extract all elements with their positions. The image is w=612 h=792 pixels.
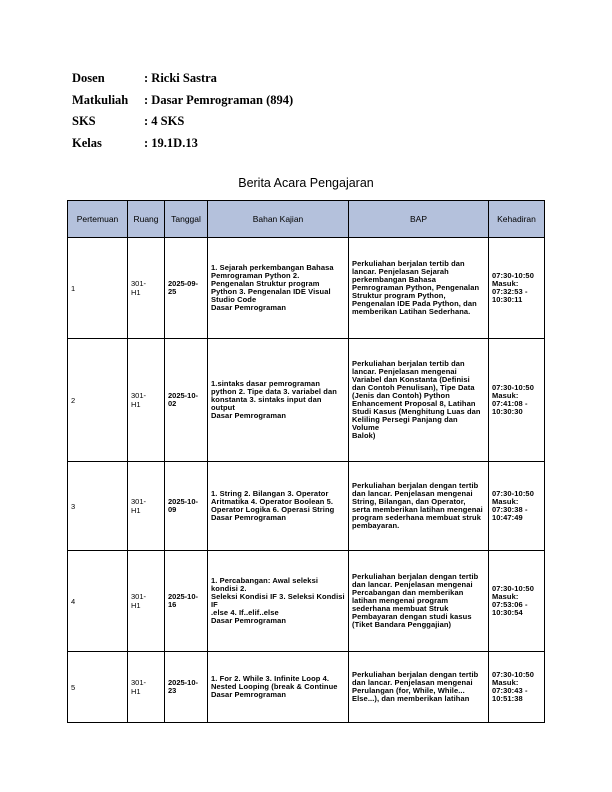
bahan-kajian-value: 1. Sejarah perkembangan Bahasa Pemrograman Python 2. Pengenalan Struktur program Python 3. Pengenalan IDE Visual Studio Code Dasar Pemrograman: [211, 263, 334, 312]
meta-value: : 19.1D.13: [144, 135, 198, 150]
cell-pertemuan: [68, 238, 128, 339]
kehadiran-value: 07:30-10:50 Masuk: 07:32:53 - 10:30:11: [492, 271, 534, 304]
cell-kehadiran: [489, 339, 545, 462]
teaching-record-table: [67, 200, 545, 723]
cell-ruang: [128, 238, 165, 339]
course-info: [72, 68, 293, 154]
ruang-value: 301- H1: [131, 391, 147, 409]
header-ruang: Ruang: [128, 201, 165, 238]
cell-ruang: [128, 551, 165, 652]
meta-row-kelas: [72, 133, 293, 155]
tanggal-value: 2025-09- 25: [168, 279, 199, 296]
cell-kehadiran: [489, 652, 545, 723]
meta-value: : 4 SKS: [144, 114, 185, 129]
ruang-value: 301- H1: [131, 592, 147, 610]
table-row: [68, 238, 545, 339]
cell-pertemuan: [68, 339, 128, 462]
bahan-kajian-value: 1. Percabangan: Awal seleksi kondisi 2. Seleksi Kondisi IF 3. Seleksi Kondisi IF .else 4. If..elif..else Dasar Pemrograman: [211, 576, 345, 625]
header-bap: BAP: [349, 201, 489, 238]
meta-label: Matkuliah: [72, 92, 129, 107]
cell-bap: [349, 551, 489, 652]
header-bahan-kajian: Bahan Kajian: [208, 201, 349, 238]
bap-value: Perkuliahan berjalan tertib dan lancar. Penjelasan Sejarah perkembangan Bahasa Pemrograman Python, Pengenalan Struktur program Python, Pengenalan IDE Pada Python, dan memberikan Latihan Sederhana.: [352, 259, 480, 316]
cell-bap: [349, 339, 489, 462]
cell-bahan-kajian: [208, 339, 349, 462]
bahan-kajian-value: 1. String 2. Bilangan 3. Operator Aritmatika 4. Operator Boolean 5. Operator Logika 6. Operasi String Dasar Pemrograman: [211, 489, 335, 522]
cell-ruang: [128, 652, 165, 723]
cell-tanggal: [165, 551, 208, 652]
cell-ruang: [128, 462, 165, 551]
ruang-value: 301- H1: [131, 678, 147, 696]
document-title: Berita Acara Pengajaran: [238, 176, 374, 190]
table-header-row: [68, 201, 545, 238]
cell-bahan-kajian: [208, 462, 349, 551]
meta-row-matkuliah: [72, 90, 293, 112]
meta-value: : Ricki Sastra: [144, 71, 217, 86]
cell-kehadiran: [489, 238, 545, 339]
tanggal-value: 2025-10- 02: [168, 391, 199, 408]
cell-pertemuan: [68, 652, 128, 723]
cell-bap: [349, 652, 489, 723]
header-tanggal: Tanggal: [165, 201, 208, 238]
cell-pertemuan: [68, 551, 128, 652]
kehadiran-value: 07:30-10:50 Masuk: 07:53:06 - 10:30:54: [492, 584, 534, 617]
tanggal-value: 2025-10- 23: [168, 678, 199, 695]
meta-label: Dosen: [72, 71, 105, 86]
ruang-value: 301- H1: [131, 497, 147, 515]
cell-tanggal: [165, 339, 208, 462]
meta-row-sks: [72, 111, 293, 133]
cell-ruang: [128, 339, 165, 462]
pertemuan-value: 3: [71, 501, 76, 511]
pertemuan-value: 5: [71, 682, 76, 692]
bahan-kajian-value: 1.sintaks dasar pemrograman python 2. Tipe data 3. variabel dan konstanta 3. sintaks input dan output Dasar Pemrograman: [211, 379, 337, 420]
cell-kehadiran: [489, 462, 545, 551]
header-kehadiran: Kehadiran: [489, 201, 545, 238]
table-row: [68, 551, 545, 652]
cell-tanggal: [165, 238, 208, 339]
cell-bap: [349, 238, 489, 339]
cell-bahan-kajian: [208, 238, 349, 339]
pertemuan-value: 2: [71, 395, 76, 405]
cell-bahan-kajian: [208, 551, 349, 652]
table-row: [68, 339, 545, 462]
bahan-kajian-value: 1. For 2. While 3. Infinite Loop 4. Nested Looping (break & Continue Dasar Pemrograman: [211, 674, 338, 699]
bap-value: Perkuliahan berjalan dengan tertib dan lancar. Penjelasan mengenai Percabangan dan memberikan latihan mengenai program sederhana membuat Struk Pembayaran dengan studi kasus (Tiket Bandara Penggajian): [352, 572, 479, 629]
meta-label: SKS: [72, 114, 96, 129]
cell-bap: [349, 462, 489, 551]
kehadiran-value: 07:30-10:50 Masuk: 07:41:08 - 10:30:30: [492, 383, 534, 416]
meta-row-dosen: [72, 68, 293, 90]
pertemuan-value: 4: [71, 596, 76, 606]
table-row: [68, 652, 545, 723]
cell-pertemuan: [68, 462, 128, 551]
bap-value: Perkuliahan berjalan tertib dan lancar. Penjelasan mengenai Variabel dan Konstanta (Definisi dan Contoh Penulisan), Tipe Data (Jenis dan Contoh) Python Enhancement Proposal 8, Latihan Studi Kasus (Menghitung Luas dan Keliling Persegi Panjang dan Volume Balok): [352, 359, 481, 440]
meta-label: Kelas: [72, 135, 102, 150]
cell-kehadiran: [489, 551, 545, 652]
pertemuan-value: 1: [71, 283, 76, 293]
tanggal-value: 2025-10- 09: [168, 497, 199, 514]
cell-bahan-kajian: [208, 652, 349, 723]
bap-value: Perkuliahan berjalan dengan tertib dan lancar. Penjelasan mengenai String, Bilangan, dan Operator, serta memberikan latihan mengenai program sederhana membuat struk pembayaran.: [352, 481, 483, 530]
bap-value: Perkuliahan berjalan dengan tertib dan lancar. Penjelasan mengenai Perulangan (for, While, While... Else...), dan memberikan latihan: [352, 670, 479, 703]
kehadiran-value: 07:30-10:50 Masuk: 07:30:38 - 10:47:49: [492, 489, 534, 522]
cell-tanggal: [165, 652, 208, 723]
ruang-value: 301- H1: [131, 279, 147, 297]
cell-tanggal: [165, 462, 208, 551]
meta-value: : Dasar Pemrograman (894): [144, 92, 294, 107]
table-row: [68, 462, 545, 551]
tanggal-value: 2025-10- 16: [168, 592, 199, 609]
header-pertemuan: Pertemuan: [68, 201, 128, 238]
kehadiran-value: 07:30-10:50 Masuk: 07:30:43 - 10:51:38: [492, 670, 534, 703]
